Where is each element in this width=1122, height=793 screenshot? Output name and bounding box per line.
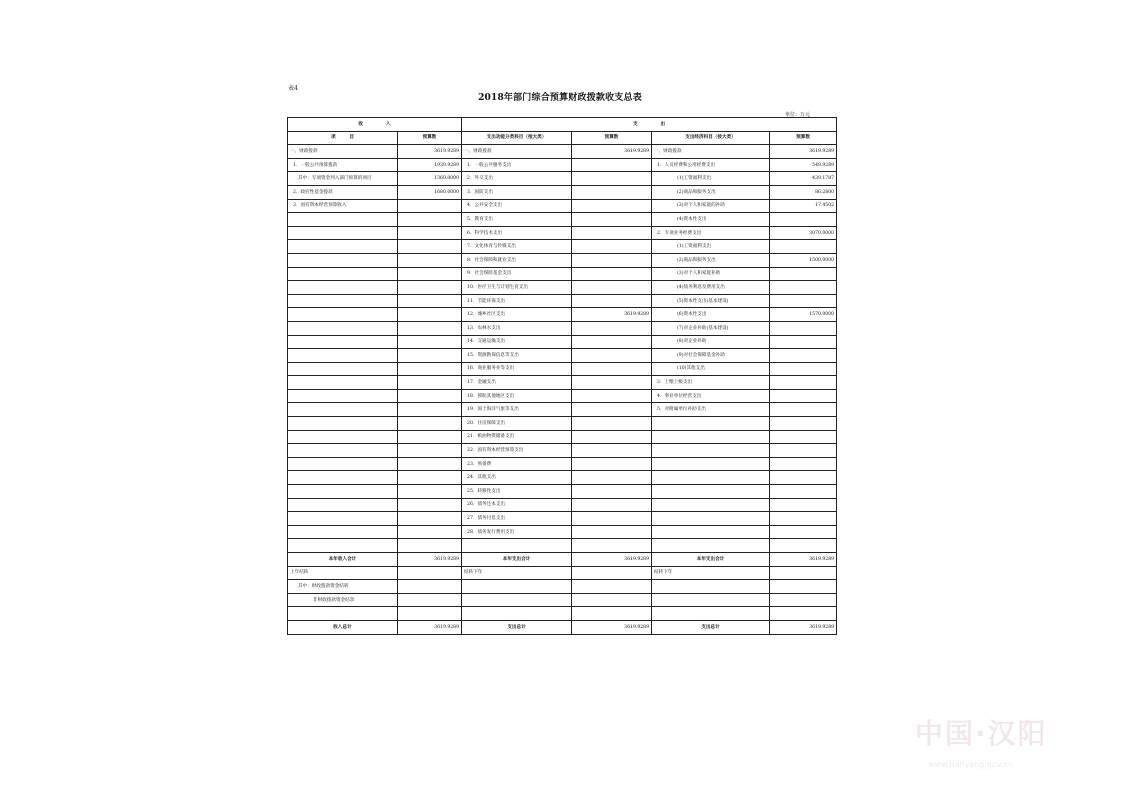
func-budget-cell (572, 539, 652, 553)
econ-subject-cell (652, 471, 770, 485)
func-budget-cell (572, 389, 652, 403)
income-item-cell (288, 607, 398, 621)
income-item-cell: 3．国有资本经营预算收入 (288, 199, 398, 213)
income-item-cell (288, 281, 398, 295)
func-subject-cell (462, 539, 572, 553)
income-item-cell (288, 308, 398, 322)
func-subject-cell: 19．国土海洋气象等支出 (462, 403, 572, 417)
income-budget-cell (398, 593, 462, 607)
func-subject-cell: 6．科学技术支出 (462, 226, 572, 240)
income-budget-cell (398, 566, 462, 580)
income-item-cell (288, 335, 398, 349)
econ-budget-cell (770, 498, 837, 512)
income-budget-cell (398, 281, 462, 295)
income-budget-cell: 1360.0000 (398, 172, 462, 186)
income-budget-cell (398, 471, 462, 485)
func-subject-cell: 本年支出合计 (462, 553, 572, 567)
func-budget-cell (572, 172, 652, 186)
income-budget-cell: 3619.9289 (398, 553, 462, 567)
func-budget-cell (572, 213, 652, 227)
econ-subject-cell: (1)工资福利支出 (652, 172, 770, 186)
income-item-cell: 2．政府性基金拨款 (288, 185, 398, 199)
table-row (288, 172, 837, 186)
econ-subject-cell (652, 417, 770, 431)
econ-subject-cell: (7)对企业补助(基本建设) (652, 321, 770, 335)
table-row (288, 158, 837, 172)
watermark-url: www.hanyang.gov.cn (928, 760, 1013, 769)
econ-subject-cell: (5)资本性支出(基本建设) (652, 294, 770, 308)
table-row (288, 145, 837, 159)
func-subject-cell: 5．教育支出 (462, 213, 572, 227)
econ-budget-cell (770, 580, 837, 594)
func-subject-cell: 27．债务付息支出 (462, 512, 572, 526)
func-subject-cell: 28．债务发行费用支出 (462, 525, 572, 539)
income-budget-cell (398, 362, 462, 376)
income-item-cell (288, 240, 398, 254)
income-budget-cell (398, 525, 462, 539)
table-row (288, 213, 837, 227)
econ-budget-cell (770, 335, 837, 349)
section-header-row (288, 118, 837, 132)
income-item-cell: 其中：财政拨款资金结转 (288, 580, 398, 594)
econ-subject-cell (652, 593, 770, 607)
econ-subject-cell: 2．专项业务经费支出 (652, 226, 770, 240)
income-budget-cell (398, 349, 462, 363)
table-row (288, 485, 837, 499)
func-subject-cell: 23．预备费 (462, 457, 572, 471)
income-budget-cell (398, 335, 462, 349)
budget-table (287, 117, 837, 635)
econ-budget-cell: 439.1787 (770, 172, 837, 186)
econ-budget-cell (770, 376, 837, 390)
income-item-cell (288, 349, 398, 363)
func-budget-cell (572, 376, 652, 390)
income-budget-cell (398, 607, 462, 621)
func-budget-cell (572, 362, 652, 376)
income-item-cell (288, 417, 398, 431)
income-item-cell (288, 362, 398, 376)
income-item-cell (288, 471, 398, 485)
econ-budget-cell: 3070.0000 (770, 226, 837, 240)
econ-subject-cell: 4．事业单位经营支出 (652, 389, 770, 403)
econ-budget-cell (770, 321, 837, 335)
col-header-econ-subject: 支出经济科目（按大类） (652, 131, 770, 145)
income-item-cell: 收入总计 (288, 620, 398, 634)
income-item-cell: 上年结转 (288, 566, 398, 580)
econ-budget-cell (770, 512, 837, 526)
income-item-cell (288, 498, 398, 512)
func-budget-cell (572, 335, 652, 349)
income-budget-cell (398, 430, 462, 444)
income-budget-cell (398, 321, 462, 335)
func-budget-cell (572, 417, 652, 431)
econ-budget-cell (770, 349, 837, 363)
income-item-cell (288, 389, 398, 403)
income-budget-cell: 1680.0000 (398, 185, 462, 199)
econ-budget-cell (770, 444, 837, 458)
unit-label: 单位：万元 (785, 112, 811, 118)
econ-subject-cell (652, 444, 770, 458)
func-budget-cell (572, 607, 652, 621)
econ-budget-cell: 3619.9289 (770, 620, 837, 634)
func-subject-cell: 25．转移性支出 (462, 485, 572, 499)
income-budget-cell (398, 240, 462, 254)
econ-subject-cell: (2)商品和服务支出 (652, 253, 770, 267)
income-budget-cell (398, 389, 462, 403)
carryover-row (288, 607, 837, 621)
econ-budget-cell (770, 485, 837, 499)
func-subject-cell: 16．商业服务业等支出 (462, 362, 572, 376)
table-row (288, 199, 837, 213)
income-budget-cell: 3619.9289 (398, 145, 462, 159)
econ-subject-cell (652, 539, 770, 553)
econ-subject-cell: (4)资本性支出 (652, 213, 770, 227)
func-subject-cell: 结转下年 (462, 566, 572, 580)
func-budget-cell (572, 430, 652, 444)
econ-budget-cell (770, 403, 837, 417)
income-item-cell: 1．一般公共预算拨款 (288, 158, 398, 172)
table-row (288, 349, 837, 363)
income-budget-cell (398, 498, 462, 512)
income-budget-cell (398, 199, 462, 213)
func-budget-cell (572, 580, 652, 594)
econ-subject-cell: 1．人员经费和公用经费支出 (652, 158, 770, 172)
func-subject-cell: 22．国有资本经营预算支出 (462, 444, 572, 458)
func-budget-cell (572, 403, 652, 417)
func-subject-cell: 2．外交支出 (462, 172, 572, 186)
income-item-cell (288, 253, 398, 267)
carryover-row (288, 580, 837, 594)
func-budget-cell: 3619.9289 (572, 145, 652, 159)
income-item-cell (288, 539, 398, 553)
col-header-item: 项 目 (288, 131, 398, 145)
table-row (288, 457, 837, 471)
income-item-cell (288, 267, 398, 281)
func-budget-cell (572, 444, 652, 458)
econ-budget-cell (770, 457, 837, 471)
func-subject-cell: 10．医疗卫生与计划生育支出 (462, 281, 572, 295)
func-subject-cell: 11．节能环保支出 (462, 294, 572, 308)
func-subject-cell (462, 593, 572, 607)
income-item-cell (288, 430, 398, 444)
column-header-row (288, 131, 837, 145)
func-subject-cell (462, 607, 572, 621)
func-budget-cell (572, 471, 652, 485)
table-row (288, 185, 837, 199)
func-subject-cell: 26．债务还本支出 (462, 498, 572, 512)
income-budget-cell (398, 253, 462, 267)
col-header-budget-income: 预算数 (398, 131, 462, 145)
func-subject-cell: 17．金融支出 (462, 376, 572, 390)
func-subject-cell: 一、财政拨款 (462, 145, 572, 159)
income-budget-cell (398, 417, 462, 431)
econ-budget-cell (770, 240, 837, 254)
econ-subject-cell: (9)对社会保障基金补助 (652, 349, 770, 363)
col-header-budget-econ: 预算数 (770, 131, 837, 145)
econ-budget-cell (770, 417, 837, 431)
econ-subject-cell: 5．对附属单位补助支出 (652, 403, 770, 417)
func-budget-cell (572, 498, 652, 512)
income-item-cell (288, 213, 398, 227)
year-total-row (288, 553, 837, 567)
econ-subject-cell: 结转下年 (652, 566, 770, 580)
econ-budget-cell (770, 471, 837, 485)
table-row (288, 335, 837, 349)
income-budget-cell (398, 267, 462, 281)
econ-budget-cell (770, 213, 837, 227)
econ-subject-cell: 一、财政拨款 (652, 145, 770, 159)
income-item-cell (288, 294, 398, 308)
econ-subject-cell (652, 430, 770, 444)
func-budget-cell (572, 485, 652, 499)
func-budget-cell (572, 158, 652, 172)
func-subject-cell: 21．粮油物资储备支出 (462, 430, 572, 444)
table-row (288, 362, 837, 376)
econ-subject-cell (652, 457, 770, 471)
econ-budget-cell (770, 593, 837, 607)
income-item-cell (288, 512, 398, 526)
table-row (288, 444, 837, 458)
func-subject-cell: 9．社会保险基金支出 (462, 267, 572, 281)
func-budget-cell (572, 294, 652, 308)
econ-subject-cell (652, 607, 770, 621)
income-item-cell (288, 226, 398, 240)
econ-subject-cell (652, 498, 770, 512)
table-row (288, 539, 837, 553)
income-item-cell (288, 457, 398, 471)
document-title: 2018年部门综合预算财政拨款收支总表 (478, 93, 642, 103)
func-budget-cell (572, 281, 652, 295)
func-subject-cell: 支出总计 (462, 620, 572, 634)
econ-budget-cell: 3619.9289 (770, 553, 837, 567)
func-budget-cell (572, 253, 652, 267)
func-subject-cell: 3．国防支出 (462, 185, 572, 199)
econ-subject-cell: 本年支出合计 (652, 553, 770, 567)
income-budget-cell (398, 376, 462, 390)
func-budget-cell (572, 525, 652, 539)
income-section-header: 收 入 (288, 118, 462, 132)
income-budget-cell: 1939.9289 (398, 158, 462, 172)
func-subject-cell: 4．公共安全支出 (462, 199, 572, 213)
income-budget-cell (398, 457, 462, 471)
econ-subject-cell: 3．上缴上级支出 (652, 376, 770, 390)
income-item-cell (288, 485, 398, 499)
func-subject-cell: 7．文化体育与传媒支出 (462, 240, 572, 254)
income-budget-cell: 3619.9289 (398, 620, 462, 634)
table-row (288, 403, 837, 417)
income-budget-cell (398, 403, 462, 417)
income-item-cell (288, 376, 398, 390)
econ-budget-cell (770, 389, 837, 403)
income-item-cell: 其中：专项资金列入部门预算的项目 (288, 172, 398, 186)
func-budget-cell: 3619.9289 (572, 553, 652, 567)
func-subject-cell: 24．其他支出 (462, 471, 572, 485)
table-row (288, 267, 837, 281)
expense-section-header: 支 出 (462, 118, 837, 132)
func-budget-cell (572, 226, 652, 240)
carryover-row (288, 566, 837, 580)
income-item-cell: 非财政拨款资金结余 (288, 593, 398, 607)
econ-subject-cell: (2)商品和服务支出 (652, 185, 770, 199)
income-item-cell (288, 444, 398, 458)
income-budget-cell (398, 512, 462, 526)
func-subject-cell (462, 580, 572, 594)
income-budget-cell (398, 226, 462, 240)
econ-budget-cell: 17.4502 (770, 199, 837, 213)
econ-budget-cell (770, 362, 837, 376)
econ-subject-cell: (8)对企业补助 (652, 335, 770, 349)
func-budget-cell: 3619.9289 (572, 308, 652, 322)
col-header-budget-func: 预算数 (572, 131, 652, 145)
table-row (288, 240, 837, 254)
col-header-func-subject: 支出功能分类科目（按大类） (462, 131, 572, 145)
econ-subject-cell (652, 580, 770, 594)
econ-budget-cell (770, 525, 837, 539)
income-budget-cell (398, 308, 462, 322)
income-budget-cell (398, 539, 462, 553)
income-budget-cell (398, 580, 462, 594)
func-subject-cell: 8．社会保障和就业支出 (462, 253, 572, 267)
econ-subject-cell: 支出总计 (652, 620, 770, 634)
func-subject-cell: 12．城乡社区支出 (462, 308, 572, 322)
income-budget-cell (398, 485, 462, 499)
econ-budget-cell (770, 267, 837, 281)
table-row (288, 226, 837, 240)
income-item-cell: 一、财政拨款 (288, 145, 398, 159)
table-row (288, 389, 837, 403)
table-row (288, 294, 837, 308)
econ-subject-cell: (4)债务利息及费用支出 (652, 281, 770, 295)
table-row (288, 321, 837, 335)
income-budget-cell (398, 294, 462, 308)
func-subject-cell: 15．资源勘探信息等支出 (462, 349, 572, 363)
econ-subject-cell (652, 525, 770, 539)
func-budget-cell (572, 593, 652, 607)
econ-budget-cell (770, 281, 837, 295)
econ-subject-cell: (3)对个人和家庭补助 (652, 267, 770, 281)
func-subject-cell: 18．援助其他地区支出 (462, 389, 572, 403)
econ-budget-cell (770, 430, 837, 444)
func-budget-cell (572, 199, 652, 213)
income-item-cell (288, 403, 398, 417)
econ-budget-cell: 86.2800 (770, 185, 837, 199)
econ-budget-cell (770, 607, 837, 621)
func-budget-cell (572, 566, 652, 580)
econ-subject-cell: (3)对个人和家庭的补助 (652, 199, 770, 213)
watermark-brand: 中国·汉阳 (915, 717, 1048, 750)
func-subject-cell: 1．一般公共服务支出 (462, 158, 572, 172)
table-row (288, 498, 837, 512)
func-budget-cell (572, 267, 652, 281)
income-item-cell: 本年收入合计 (288, 553, 398, 567)
income-item-cell (288, 321, 398, 335)
func-budget-cell: 3619.9289 (572, 620, 652, 634)
income-budget-cell (398, 213, 462, 227)
table-row (288, 471, 837, 485)
income-budget-cell (398, 444, 462, 458)
table-row (288, 281, 837, 295)
econ-subject-cell: (1)工资福利支出 (652, 240, 770, 254)
table-row (288, 253, 837, 267)
econ-subject-cell: (10)其他支出 (652, 362, 770, 376)
func-subject-cell: 13．农林水支出 (462, 321, 572, 335)
carryover-row (288, 593, 837, 607)
table-number-label: 表4 (288, 85, 298, 92)
grand-total-row (288, 620, 837, 634)
func-budget-cell (572, 240, 652, 254)
econ-budget-cell: 1570.0000 (770, 308, 837, 322)
table-row (288, 376, 837, 390)
func-subject-cell: 20．住房保障支出 (462, 417, 572, 431)
econ-budget-cell (770, 539, 837, 553)
func-subject-cell: 14．交通运输支出 (462, 335, 572, 349)
table-row (288, 430, 837, 444)
econ-budget-cell: 1500.0000 (770, 253, 837, 267)
econ-subject-cell (652, 485, 770, 499)
table-row (288, 417, 837, 431)
econ-budget-cell (770, 566, 837, 580)
econ-budget-cell: 3619.9289 (770, 145, 837, 159)
func-budget-cell (572, 457, 652, 471)
income-item-cell (288, 525, 398, 539)
table-row (288, 512, 837, 526)
econ-budget-cell: 549.9289 (770, 158, 837, 172)
func-budget-cell (572, 349, 652, 363)
table-row (288, 308, 837, 322)
econ-budget-cell (770, 294, 837, 308)
func-budget-cell (572, 512, 652, 526)
table-row (288, 525, 837, 539)
func-budget-cell (572, 321, 652, 335)
econ-subject-cell (652, 512, 770, 526)
econ-subject-cell: (6)资本性支出 (652, 308, 770, 322)
func-budget-cell (572, 185, 652, 199)
